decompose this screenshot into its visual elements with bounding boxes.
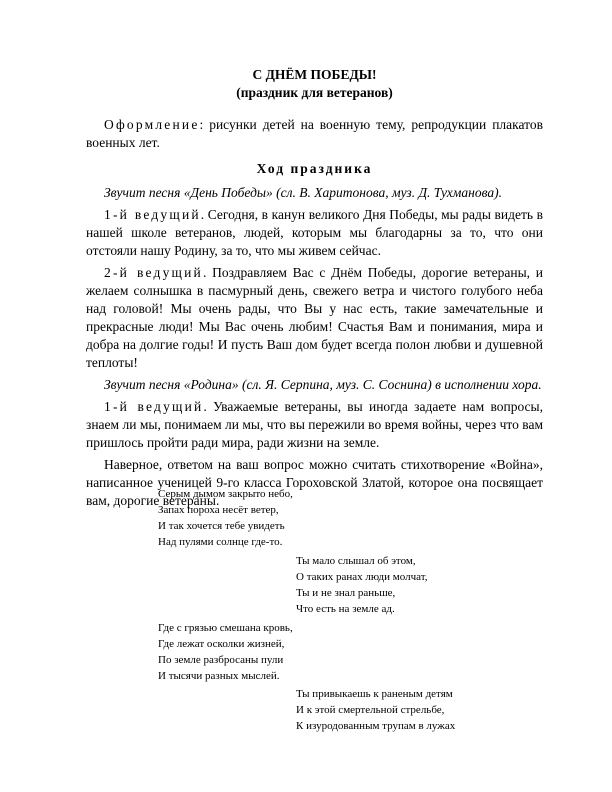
decor-text: : рисунки детей на военную тему, репродукции плакатов военных лет. [86, 117, 543, 150]
intro-paragraph: Наверное, ответом на ваш вопрос можно считать стихотворение «Война», написанное ученицей 9-го класса Гороховской Златой, которое она посвящает вам, дорогие ветераны. [86, 457, 543, 508]
page-title: С ДНЁМ ПОБЕДЫ! [252, 67, 377, 82]
speaker-label-2: 2-й ведущий [104, 265, 203, 280]
song-note-2: Звучит песня «Родина» (сл. Я. Серпина, муз. С. Соснина) в исполнении хора. [104, 377, 542, 392]
poem-line: Где лежат осколки жизней, [158, 638, 285, 650]
speech-paragraph-1 [86, 206, 543, 260]
poem-stanza-1 [158, 486, 293, 550]
poem-stanza-4 [296, 686, 455, 734]
poem-line: Серым дымом закрыто небо, [158, 488, 293, 500]
poem-line: Над пулями солнце где-то. [158, 536, 283, 548]
poem-line: К изуродованным трупам в лужах [296, 720, 456, 732]
speech-text-3: . Уважаемые ветераны, вы иногда задаете нам вопросы, знаем ли мы, понимаем ли мы, что вы пережили во время войны, через что вам пришлось пройти ради мира, ради жизни на земле. [86, 399, 543, 450]
poem-line: И к этой смертельной стрельбе, [296, 704, 445, 716]
poem-line: По земле разбросаны пули [158, 654, 284, 666]
poem-line: Ты привыкаешь к раненым детям [296, 688, 453, 700]
song-note-1: Звучит песня «День Победы» (сл. В. Харитонова, муз. Д. Тухманова). [104, 185, 502, 200]
poem-line: Ты мало слышал об этом, [296, 555, 416, 567]
section-heading: Ход праздника [256, 161, 373, 176]
poem-stanza-3 [158, 620, 293, 684]
poem-line: И так хочется тебе увидеть [158, 520, 285, 532]
poem-line: Где с грязью смешана кровь, [158, 622, 293, 634]
poem-stanza-2 [296, 553, 427, 617]
poem-line: Что есть на земле ад. [296, 603, 395, 615]
speech-text-2: . Поздравляем Вас с Днём Победы, дорогие ветераны, и желаем солнышка в пасмурный день, свежего ветра и чистого голубого неба над головой! Мы очень рады, что Вы у нас есть, такие замечательные и прекрасные люди! Мы Вас очень любим! Счастья Вам и понимания, мира и добра на долгие годы! И пусть Ваш дом будет всегда полон любви и душевной теплоты! [86, 265, 543, 370]
speech-paragraph-2 [86, 264, 543, 372]
speech-text-1: . Сегодня, в канун великого Дня Победы, мы рады видеть в нашей школе ветеранов, людей, которым мы благодарны за то, что они отстояли нашу Родину, за то, что мы живем сейчас. [86, 207, 543, 258]
poem-line: О таких ранах люди молчат, [296, 571, 428, 583]
speech-paragraph-3 [86, 398, 543, 452]
speaker-label-1: 1-й ведущий [104, 207, 201, 222]
poem-line: И тысячи разных мыслей. [158, 670, 280, 682]
page-subtitle: (праздник для ветеранов) [236, 85, 393, 100]
decor-label: Оформление [104, 117, 200, 132]
poem-line: Ты и не знал раньше, [296, 587, 396, 599]
decor-paragraph [86, 116, 543, 152]
speaker-label-3: 1-й ведущий [104, 399, 204, 414]
poem-line: Запах пороха несёт ветер, [158, 504, 279, 516]
document-body [86, 66, 543, 510]
